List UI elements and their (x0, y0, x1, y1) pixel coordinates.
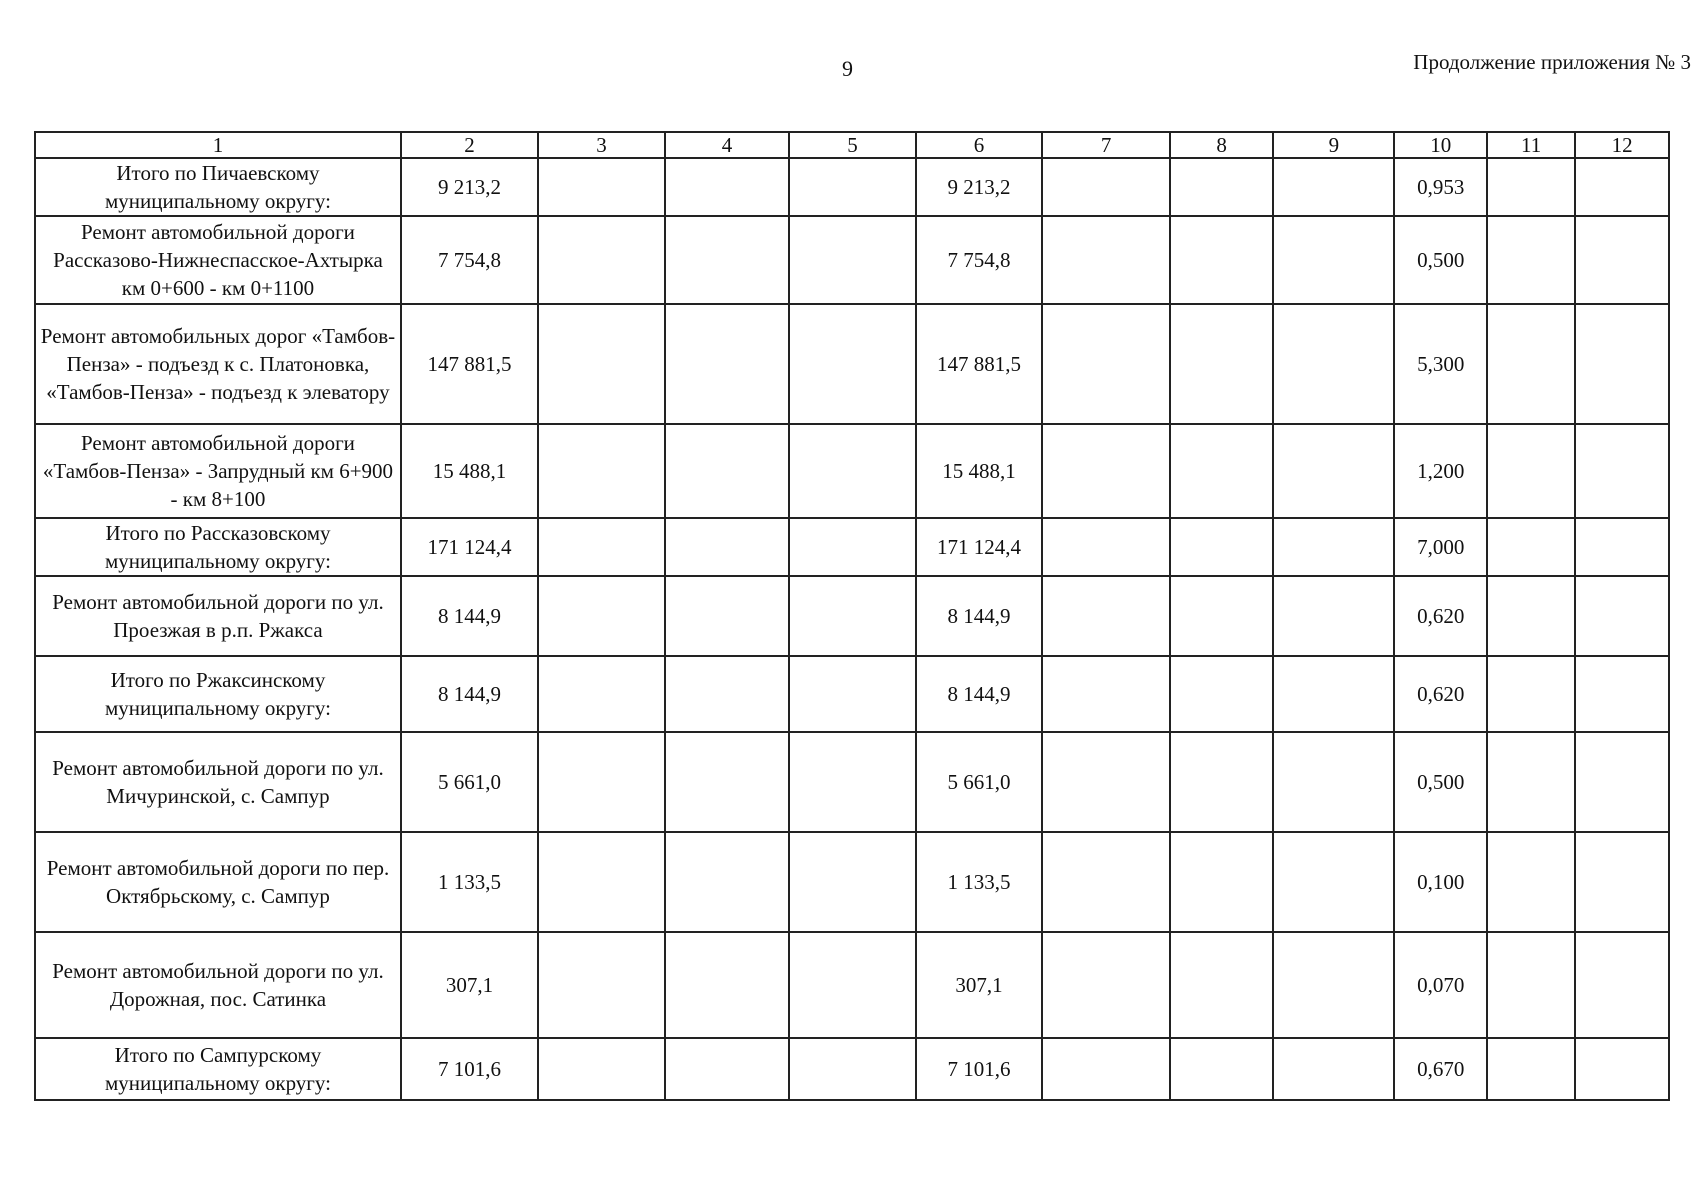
empty-cell-col-5 (789, 304, 916, 424)
amount-col-6: 9 213,2 (916, 158, 1043, 216)
length-km: 0,620 (1394, 576, 1487, 656)
empty-cell-col-7 (1042, 732, 1170, 832)
empty-cell-col-5 (789, 424, 916, 518)
amount-total: 171 124,4 (401, 518, 538, 576)
empty-cell-col-12 (1575, 158, 1669, 216)
column-number-3: 3 (538, 132, 665, 158)
table-row (35, 576, 1669, 656)
empty-cell-col-7 (1042, 304, 1170, 424)
empty-cell-col-4 (665, 832, 789, 932)
empty-cell-col-7 (1042, 1038, 1170, 1100)
empty-cell-col-7 (1042, 832, 1170, 932)
length-km: 0,953 (1394, 158, 1487, 216)
empty-cell-col-7 (1042, 158, 1170, 216)
empty-cell-col-12 (1575, 656, 1669, 732)
empty-cell-col-12 (1575, 518, 1669, 576)
amount-total: 8 144,9 (401, 656, 538, 732)
column-number-12: 12 (1575, 132, 1669, 158)
amount-col-6: 147 881,5 (916, 304, 1043, 424)
amount-col-6: 8 144,9 (916, 576, 1043, 656)
total-label: Итого по Ржаксинскому муниципальному округу: (35, 656, 401, 732)
empty-cell-col-9 (1273, 1038, 1394, 1100)
empty-cell-col-9 (1273, 932, 1394, 1038)
empty-cell-col-9 (1273, 304, 1394, 424)
empty-cell-col-11 (1487, 576, 1575, 656)
length-km: 5,300 (1394, 304, 1487, 424)
empty-cell-col-9 (1273, 832, 1394, 932)
work-description: Ремонт автомобильной дороги «Тамбов-Пенза» - Запрудный км 6+900 - км 8+100 (35, 424, 401, 518)
empty-cell-col-7 (1042, 656, 1170, 732)
length-km: 0,670 (1394, 1038, 1487, 1100)
empty-cell-col-8 (1170, 832, 1273, 932)
empty-cell-col-3 (538, 656, 665, 732)
length-km: 0,500 (1394, 216, 1487, 304)
empty-cell-col-3 (538, 576, 665, 656)
total-label: Итого по Рассказовскому муниципальному округу: (35, 518, 401, 576)
empty-cell-col-12 (1575, 732, 1669, 832)
amount-col-6: 8 144,9 (916, 656, 1043, 732)
empty-cell-col-9 (1273, 216, 1394, 304)
empty-cell-col-11 (1487, 518, 1575, 576)
empty-cell-col-8 (1170, 932, 1273, 1038)
empty-cell-col-4 (665, 424, 789, 518)
empty-cell-col-4 (665, 576, 789, 656)
table-body (35, 158, 1669, 1100)
table-row (35, 424, 1669, 518)
empty-cell-col-5 (789, 732, 916, 832)
amount-total: 15 488,1 (401, 424, 538, 518)
amount-total: 1 133,5 (401, 832, 538, 932)
empty-cell-col-4 (665, 158, 789, 216)
length-km: 0,100 (1394, 832, 1487, 932)
empty-cell-col-9 (1273, 158, 1394, 216)
empty-cell-col-4 (665, 304, 789, 424)
total-row (35, 1038, 1669, 1100)
empty-cell-col-8 (1170, 518, 1273, 576)
total-row (35, 158, 1669, 216)
empty-cell-col-5 (789, 932, 916, 1038)
appendix-note: Продолжение приложения № 3 (1413, 50, 1691, 74)
empty-cell-col-12 (1575, 832, 1669, 932)
amount-col-6: 171 124,4 (916, 518, 1043, 576)
length-km: 7,000 (1394, 518, 1487, 576)
empty-cell-col-7 (1042, 576, 1170, 656)
table-row (35, 304, 1669, 424)
empty-cell-col-7 (1042, 216, 1170, 304)
table-row (35, 216, 1669, 304)
empty-cell-col-12 (1575, 216, 1669, 304)
length-km: 0,070 (1394, 932, 1487, 1038)
empty-cell-col-4 (665, 732, 789, 832)
column-number-9: 9 (1273, 132, 1394, 158)
amount-col-6: 7 754,8 (916, 216, 1043, 304)
page-number: 9 (842, 56, 853, 81)
amount-col-6: 1 133,5 (916, 832, 1043, 932)
empty-cell-col-12 (1575, 304, 1669, 424)
empty-cell-col-7 (1042, 518, 1170, 576)
amount-total: 7 101,6 (401, 1038, 538, 1100)
empty-cell-col-11 (1487, 158, 1575, 216)
column-number-5: 5 (789, 132, 916, 158)
empty-cell-col-3 (538, 1038, 665, 1100)
empty-cell-col-8 (1170, 216, 1273, 304)
empty-cell-col-8 (1170, 656, 1273, 732)
work-description: Ремонт автомобильной дороги Рассказово-Нижнеспасское-Ахтырка км 0+600 - км 0+1100 (35, 216, 401, 304)
empty-cell-col-11 (1487, 656, 1575, 732)
empty-cell-col-3 (538, 932, 665, 1038)
empty-cell-col-4 (665, 932, 789, 1038)
amount-total: 8 144,9 (401, 576, 538, 656)
empty-cell-col-3 (538, 832, 665, 932)
total-row (35, 656, 1669, 732)
amount-col-6: 7 101,6 (916, 1038, 1043, 1100)
empty-cell-col-11 (1487, 1038, 1575, 1100)
empty-cell-col-12 (1575, 576, 1669, 656)
column-number-11: 11 (1487, 132, 1575, 158)
column-number-6: 6 (916, 132, 1043, 158)
column-number-10: 10 (1394, 132, 1487, 158)
empty-cell-col-7 (1042, 424, 1170, 518)
empty-cell-col-5 (789, 518, 916, 576)
empty-cell-col-5 (789, 1038, 916, 1100)
empty-cell-col-8 (1170, 424, 1273, 518)
total-row (35, 518, 1669, 576)
empty-cell-col-11 (1487, 216, 1575, 304)
empty-cell-col-3 (538, 158, 665, 216)
empty-cell-col-8 (1170, 1038, 1273, 1100)
empty-cell-col-5 (789, 576, 916, 656)
amount-total: 5 661,0 (401, 732, 538, 832)
table-row (35, 832, 1669, 932)
empty-cell-col-12 (1575, 424, 1669, 518)
empty-cell-col-11 (1487, 932, 1575, 1038)
column-number-2: 2 (401, 132, 538, 158)
column-number-4: 4 (665, 132, 789, 158)
amount-col-6: 15 488,1 (916, 424, 1043, 518)
amount-col-6: 307,1 (916, 932, 1043, 1038)
empty-cell-col-8 (1170, 158, 1273, 216)
empty-cell-col-8 (1170, 732, 1273, 832)
length-km: 0,620 (1394, 656, 1487, 732)
total-label: Итого по Сампурскому муниципальному округу: (35, 1038, 401, 1100)
empty-cell-col-9 (1273, 656, 1394, 732)
empty-cell-col-8 (1170, 304, 1273, 424)
empty-cell-col-12 (1575, 932, 1669, 1038)
empty-cell-col-3 (538, 424, 665, 518)
empty-cell-col-4 (665, 518, 789, 576)
empty-cell-col-5 (789, 216, 916, 304)
empty-cell-col-9 (1273, 424, 1394, 518)
empty-cell-col-7 (1042, 932, 1170, 1038)
empty-cell-col-3 (538, 304, 665, 424)
column-number-8: 8 (1170, 132, 1273, 158)
column-number-row (35, 132, 1669, 158)
empty-cell-col-11 (1487, 832, 1575, 932)
length-km: 0,500 (1394, 732, 1487, 832)
length-km: 1,200 (1394, 424, 1487, 518)
empty-cell-col-12 (1575, 1038, 1669, 1100)
amount-total: 307,1 (401, 932, 538, 1038)
empty-cell-col-5 (789, 158, 916, 216)
empty-cell-col-9 (1273, 732, 1394, 832)
empty-cell-col-9 (1273, 576, 1394, 656)
amount-total: 9 213,2 (401, 158, 538, 216)
empty-cell-col-4 (665, 656, 789, 732)
empty-cell-col-5 (789, 656, 916, 732)
work-description: Ремонт автомобильной дороги по ул. Мичуринской, с. Сампур (35, 732, 401, 832)
amount-col-6: 5 661,0 (916, 732, 1043, 832)
empty-cell-col-9 (1273, 518, 1394, 576)
amount-total: 147 881,5 (401, 304, 538, 424)
work-description: Ремонт автомобильных дорог «Тамбов-Пенза» - подъезд к с. Платоновка, «Тамбов-Пенза» - подъезд к элеватору (35, 304, 401, 424)
empty-cell-col-3 (538, 518, 665, 576)
empty-cell-col-11 (1487, 732, 1575, 832)
empty-cell-col-8 (1170, 576, 1273, 656)
data-table (34, 131, 1670, 1101)
empty-cell-col-5 (789, 832, 916, 932)
empty-cell-col-11 (1487, 304, 1575, 424)
table-row (35, 932, 1669, 1038)
column-number-1: 1 (35, 132, 401, 158)
empty-cell-col-3 (538, 732, 665, 832)
table-row (35, 732, 1669, 832)
amount-total: 7 754,8 (401, 216, 538, 304)
work-description: Ремонт автомобильной дороги по пер. Октябрьскому, с. Сампур (35, 832, 401, 932)
work-description: Ремонт автомобильной дороги по ул. Проезжая в р.п. Ржакса (35, 576, 401, 656)
total-label: Итого по Пичаевскому муниципальному округу: (35, 158, 401, 216)
empty-cell-col-4 (665, 216, 789, 304)
work-description: Ремонт автомобильной дороги по ул. Дорожная, пос. Сатинка (35, 932, 401, 1038)
empty-cell-col-11 (1487, 424, 1575, 518)
empty-cell-col-4 (665, 1038, 789, 1100)
empty-cell-col-3 (538, 216, 665, 304)
column-number-7: 7 (1042, 132, 1170, 158)
